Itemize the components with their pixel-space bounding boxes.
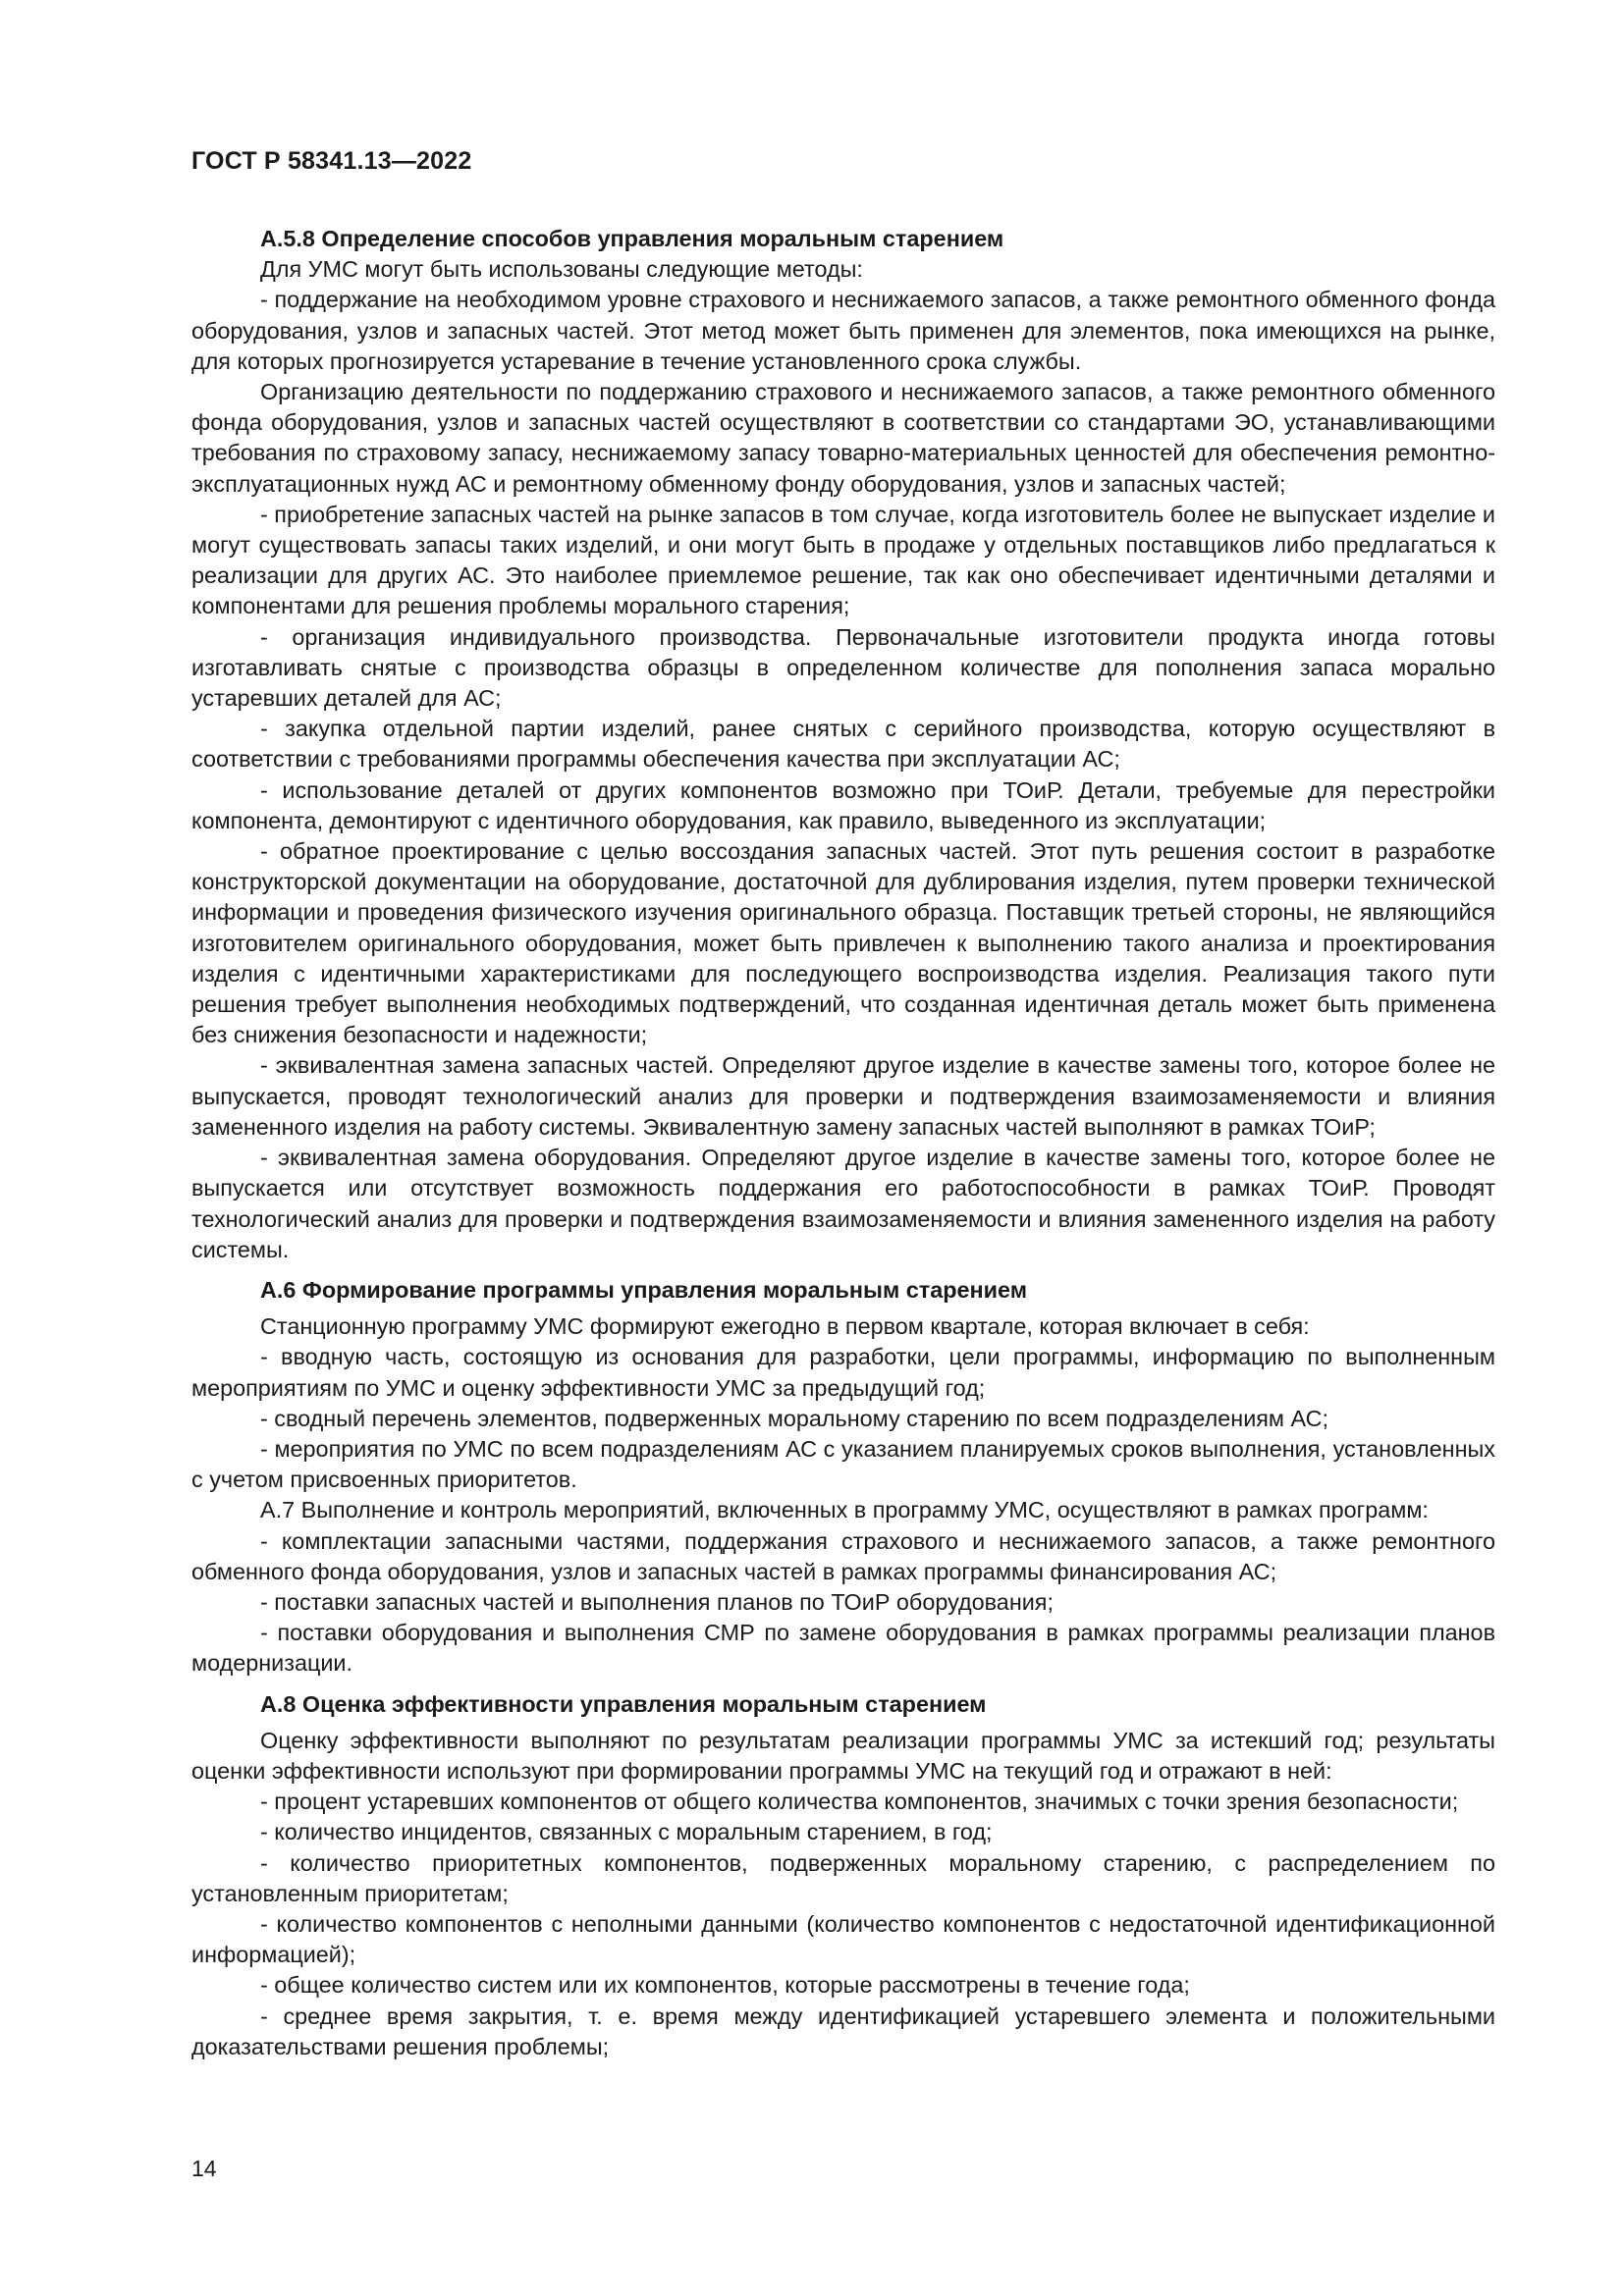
paragraph: - количество инцидентов, связанных с моральным старением, в год;	[260, 1819, 993, 1845]
section-heading-a58: А.5.8 Определение способов управления моральным старением	[260, 226, 1004, 251]
paragraph: - эквивалентная замена оборудования. Определяют другое изделие в качестве замены того, которое более не выпускается или отсутствует возможность поддержания его работоспособности в рамках ТОиР. Проводят технологический анализ для проверки и подтверждения взаимозаменяемости и влияния замененного изделия на работу системы.	[191, 1145, 1495, 1262]
page-number: 14	[191, 2156, 217, 2181]
paragraph: - приобретение запасных частей на рынке запасов в том случае, когда изготовитель более не выпускает изделие и могут существовать запасы таких изделий, и они могут быть в продаже у отдельных поставщиков либо предлагаться к реализации для других АС. Это наиболее приемлемое решение, так как оно обеспечивает идентичными деталями и компонентами для решения проблемы морального старения;	[191, 501, 1495, 619]
paragraph: - поставки запасных частей и выполнения планов по ТОиР оборудования;	[260, 1588, 1054, 1615]
paragraph: - количество приоритетных компонентов, подверженных моральному старению, с распределением по установленным приоритетам;	[191, 1849, 1495, 1906]
paragraph: - организация индивидуального производства. Первоначальные изготовители продукта иногда готовы изготавливать снятые с производства образцы в определенном количестве для пополнения запаса морально устаревших деталей для АС;	[191, 623, 1495, 712]
paragraph: - среднее время закрытия, т. е. время между идентификацией устаревшего элемента и положительными доказательствами решения проблемы;	[191, 2002, 1495, 2059]
paragraph: - процент устаревших компонентов от общего количества компонентов, значимых с точки зрения безопасности;	[260, 1789, 1459, 1815]
section-heading-a8: А.8 Оценка эффективности управления моральным старением	[260, 1690, 987, 1717]
paragraph: - количество компонентов с неполными данными (количество компонентов с недостаточной идентификационной информацией);	[191, 1910, 1495, 1968]
paragraph: - мероприятия по УМС по всем подразделениям АС с указанием планируемых сроков выполнения, установленных с учетом присвоенных приоритетов.	[191, 1435, 1495, 1493]
section-heading-a6: А.6 Формирование программы управления моральным старением	[260, 1276, 1028, 1303]
paragraph: Оценку эффективности выполняют по результатам реализации программы УМС за истекший год; результаты оценки эффективности используют при формировании программы УМС на текущий год и отражают в ней:	[191, 1727, 1495, 1784]
document-body	[191, 224, 1495, 2062]
paragraph: - сводный перечень элементов, подверженных моральному старению по всем подразделениям АС;	[260, 1405, 1328, 1431]
paragraph: - использование деталей от других компонентов возможно при ТОиР. Детали, требуемые для перестройки компонента, демонтируют с идентичного оборудования, как правило, выведенного из эксплуатации;	[191, 776, 1495, 833]
paragraph: - комплектации запасными частями, поддержания страхового и неснижаемого запасов, а также ремонтного обменного фонда оборудования, узлов и запасных частей в рамках программы финансирования АС;	[191, 1527, 1495, 1584]
paragraph: - эквивалентная замена запасных частей. Определяют другое изделие в качестве замены того, которое более не выпускается, проводят технологический анализ для проверки и подтверждения взаимозаменяемости и влияния замененного изделия на работу системы. Эквивалентную замену запасных частей выполняют в рамках ТОиР;	[191, 1052, 1495, 1140]
paragraph: Для УМС могут быть использованы следующие методы:	[260, 256, 863, 283]
paragraph: - общее количество систем или их компонентов, которые рассмотрены в течение года;	[260, 1972, 1190, 1999]
paragraph: - вводную часть, состоящую из основания для разработки, цели программы, информацию по выполненным мероприятиям по УМС и оценку эффективности УМС за предыдущий год;	[191, 1344, 1495, 1401]
paragraph: Станционную программу УМС формируют ежегодно в первом квартале, которая включает в себя:	[260, 1313, 1310, 1340]
paragraph: - поддержание на необходимом уровне страхового и неснижаемого запасов, а также ремонтного обменного фонда оборудования, узлов и запасных частей. Этот метод может быть применен для элементов, пока имеющихся на рынке, для которых прогнозируется устаревание в течение установленного срока службы.	[191, 287, 1495, 374]
paragraph: - обратное проектирование с целью воссоздания запасных частей. Этот путь решения состоит в разработке конструкторской документации на оборудование, достаточной для дублирования изделия, путем проверки технической информации и проведения физического изучения оригинального образца. Поставщик третьей стороны, не являющийся изготовителем оригинального оборудования, может быть привлечен к выполнению такого анализа и проектирования изделия с идентичными характеристиками для последующего воспроизводства изделия. Реализация такого пути решения требует выполнения необходимых подтверждений, что созданная идентичная деталь может быть применена без снижения безопасности и надежности;	[191, 838, 1495, 1048]
paragraph: А.7 Выполнение и контроль мероприятий, включенных в программу УМС, осуществляют в рамках программ:	[260, 1497, 1429, 1523]
document-header: ГОСТ Р 58341.13—2022	[191, 147, 472, 175]
paragraph: - поставки оборудования и выполнения СМР по замене оборудования в рамках программы реализации планов модернизации.	[191, 1620, 1495, 1677]
paragraph: Организацию деятельности по поддержанию страхового и неснижаемого запасов, а также ремонтного обменного фонда оборудования, узлов и запасных частей осуществляют в соответствии со стандартами ЭО, устанавливающими требования по страховому запасу, неснижаемому запасу товарно-материальных ценностей для обеспечения ремонтно-эксплуатационных нужд АС и ремонтному обменному фонду оборудования, узлов и запасных частей;	[191, 379, 1495, 497]
paragraph: - закупка отдельной партии изделий, ранее снятых с серийного производства, которую осуществляют в соответствии с требованиями программы обеспечения качества при эксплуатации АС;	[191, 716, 1495, 773]
